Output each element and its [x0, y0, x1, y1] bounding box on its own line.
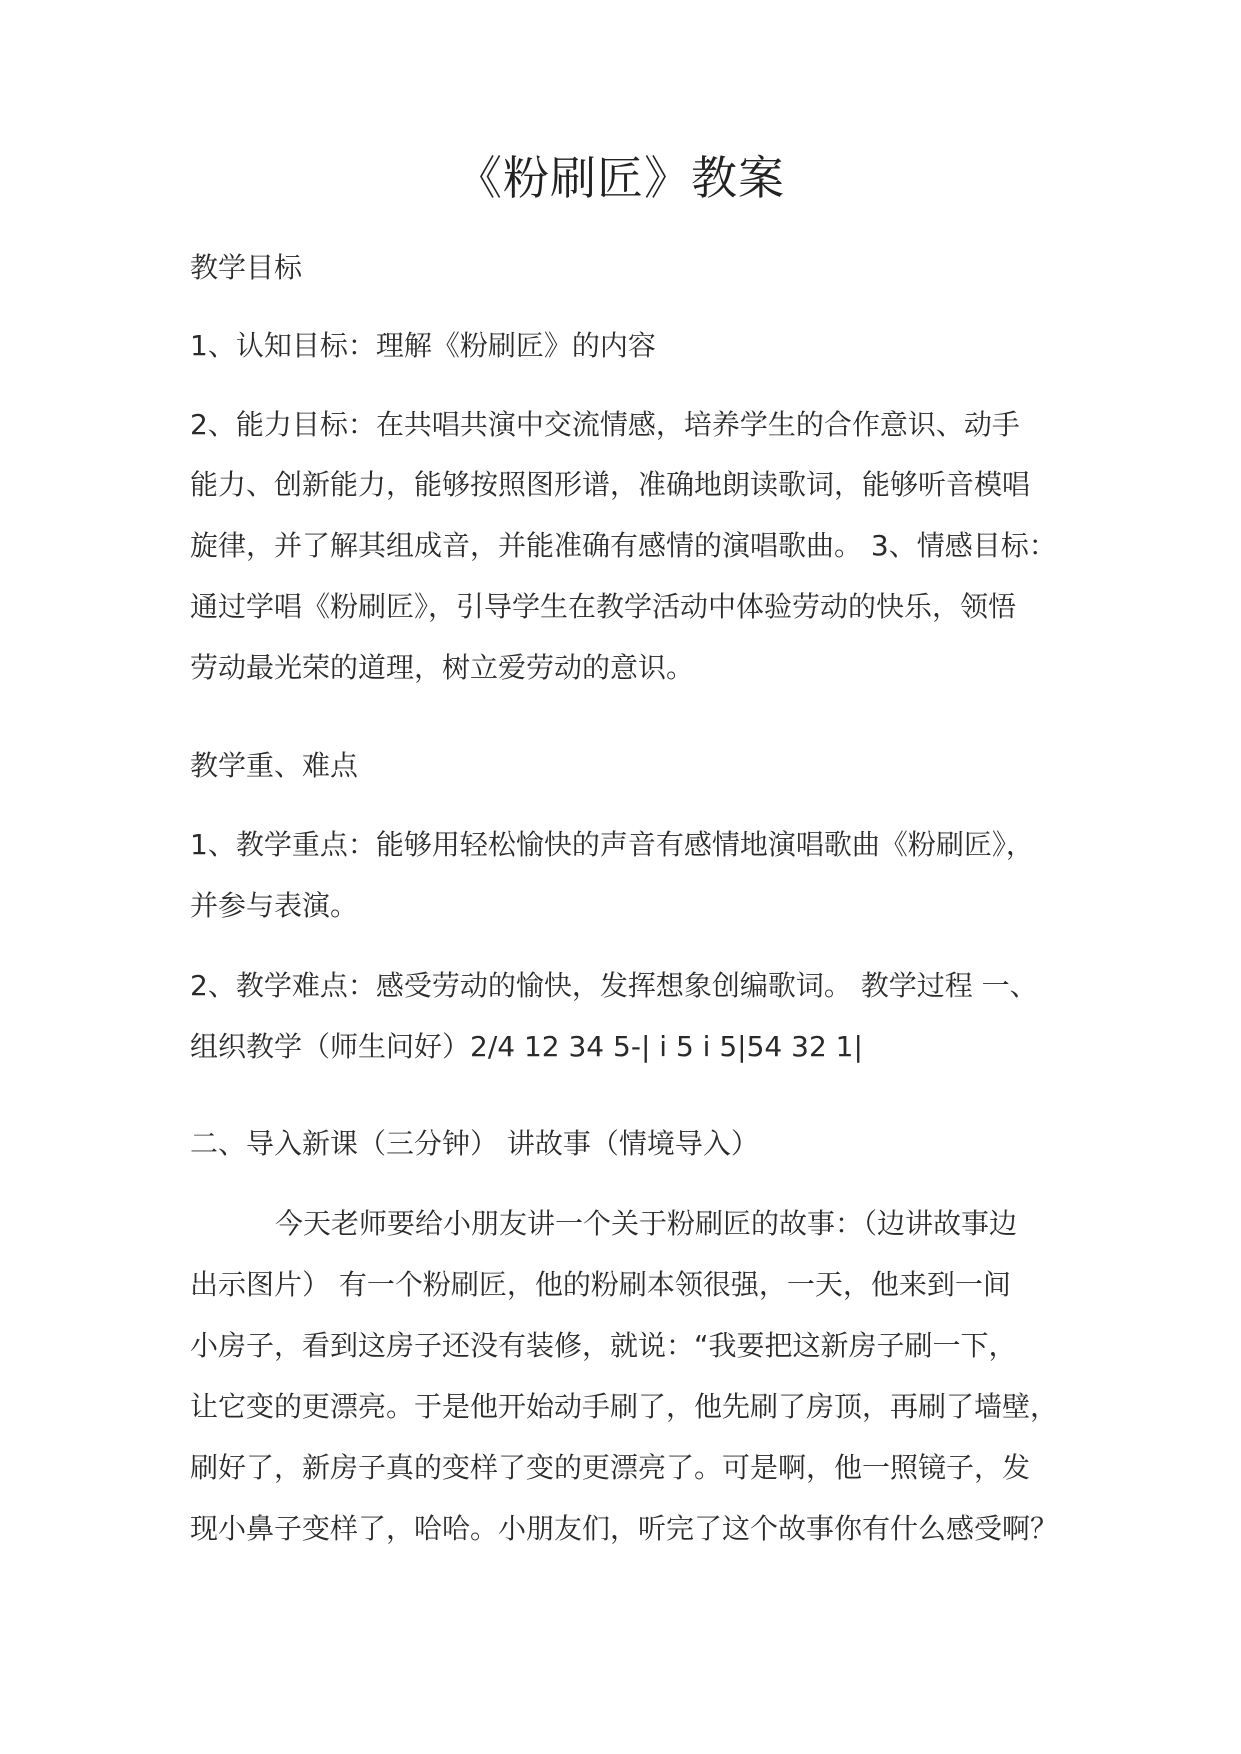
- paragraph-line: 今天老师要给小朋友讲一个关于粉刷匠的故事：（边讲故事边: [275, 1207, 1018, 1240]
- paragraph-line: 劳动最光荣的道理，树立爱劳动的意识。: [190, 651, 695, 684]
- document-title: 《粉刷匠》教案: [456, 151, 785, 205]
- paragraph-line: 并参与表演。: [190, 889, 359, 922]
- paragraph-line: 小房子，看到这房子还没有装修，就说：“我要把这新房子刷一下，: [190, 1329, 1017, 1362]
- paragraph-line: 让它变的更漂亮。于是他开始动手刷了，他先刷了房顶，再刷了墙壁，: [190, 1390, 1059, 1423]
- paragraph-line: 1、教学重点：能够用轻松愉快的声音有感情地演唱歌曲《粉刷匠》，: [190, 828, 1034, 861]
- paragraph-line: 1、认知目标：理解《粉刷匠》的内容: [190, 329, 656, 362]
- paragraph-line: 出示图片） 有一个粉刷匠，他的粉刷本领很强，一天，他来到一间: [190, 1268, 1011, 1301]
- paragraph-line: 组织教学（师生问好）2/4 12 34 5-| i 5 i 5|54 32 1|: [190, 1030, 863, 1063]
- paragraph-line: 刷好了，新房子真的变样了变的更漂亮了。可是啊，他一照镜子，发: [190, 1451, 1031, 1484]
- section-heading-key-points: 教学重、难点: [190, 749, 359, 782]
- paragraph-line: 现小鼻子变样了，哈哈。小朋友们，听完了这个故事你有什么感受啊？: [190, 1512, 1059, 1545]
- paragraph-line: 通过学唱《粉刷匠》，引导学生在教学活动中体验劳动的快乐，领悟: [190, 590, 1017, 623]
- paragraph-line: 旋律，并了解其组成音，并能准确有感情的演唱歌曲。 3、情感目标：: [190, 529, 1057, 562]
- section-heading-intro: 二、导入新课（三分钟） 讲故事（情境导入）: [190, 1127, 759, 1160]
- paragraph-line: 能力、创新能力，能够按照图形谱，准确地朗读歌词，能够听音模唱: [190, 468, 1031, 501]
- paragraph-line: 2、能力目标：在共唱共演中交流情感，培养学生的合作意识、动手: [190, 408, 1020, 441]
- paragraph-line: 2、教学难点：感受劳动的愉快，发挥想象创编歌词。 教学过程 一、: [190, 969, 1038, 1002]
- section-heading-objectives: 教学目标: [190, 251, 303, 284]
